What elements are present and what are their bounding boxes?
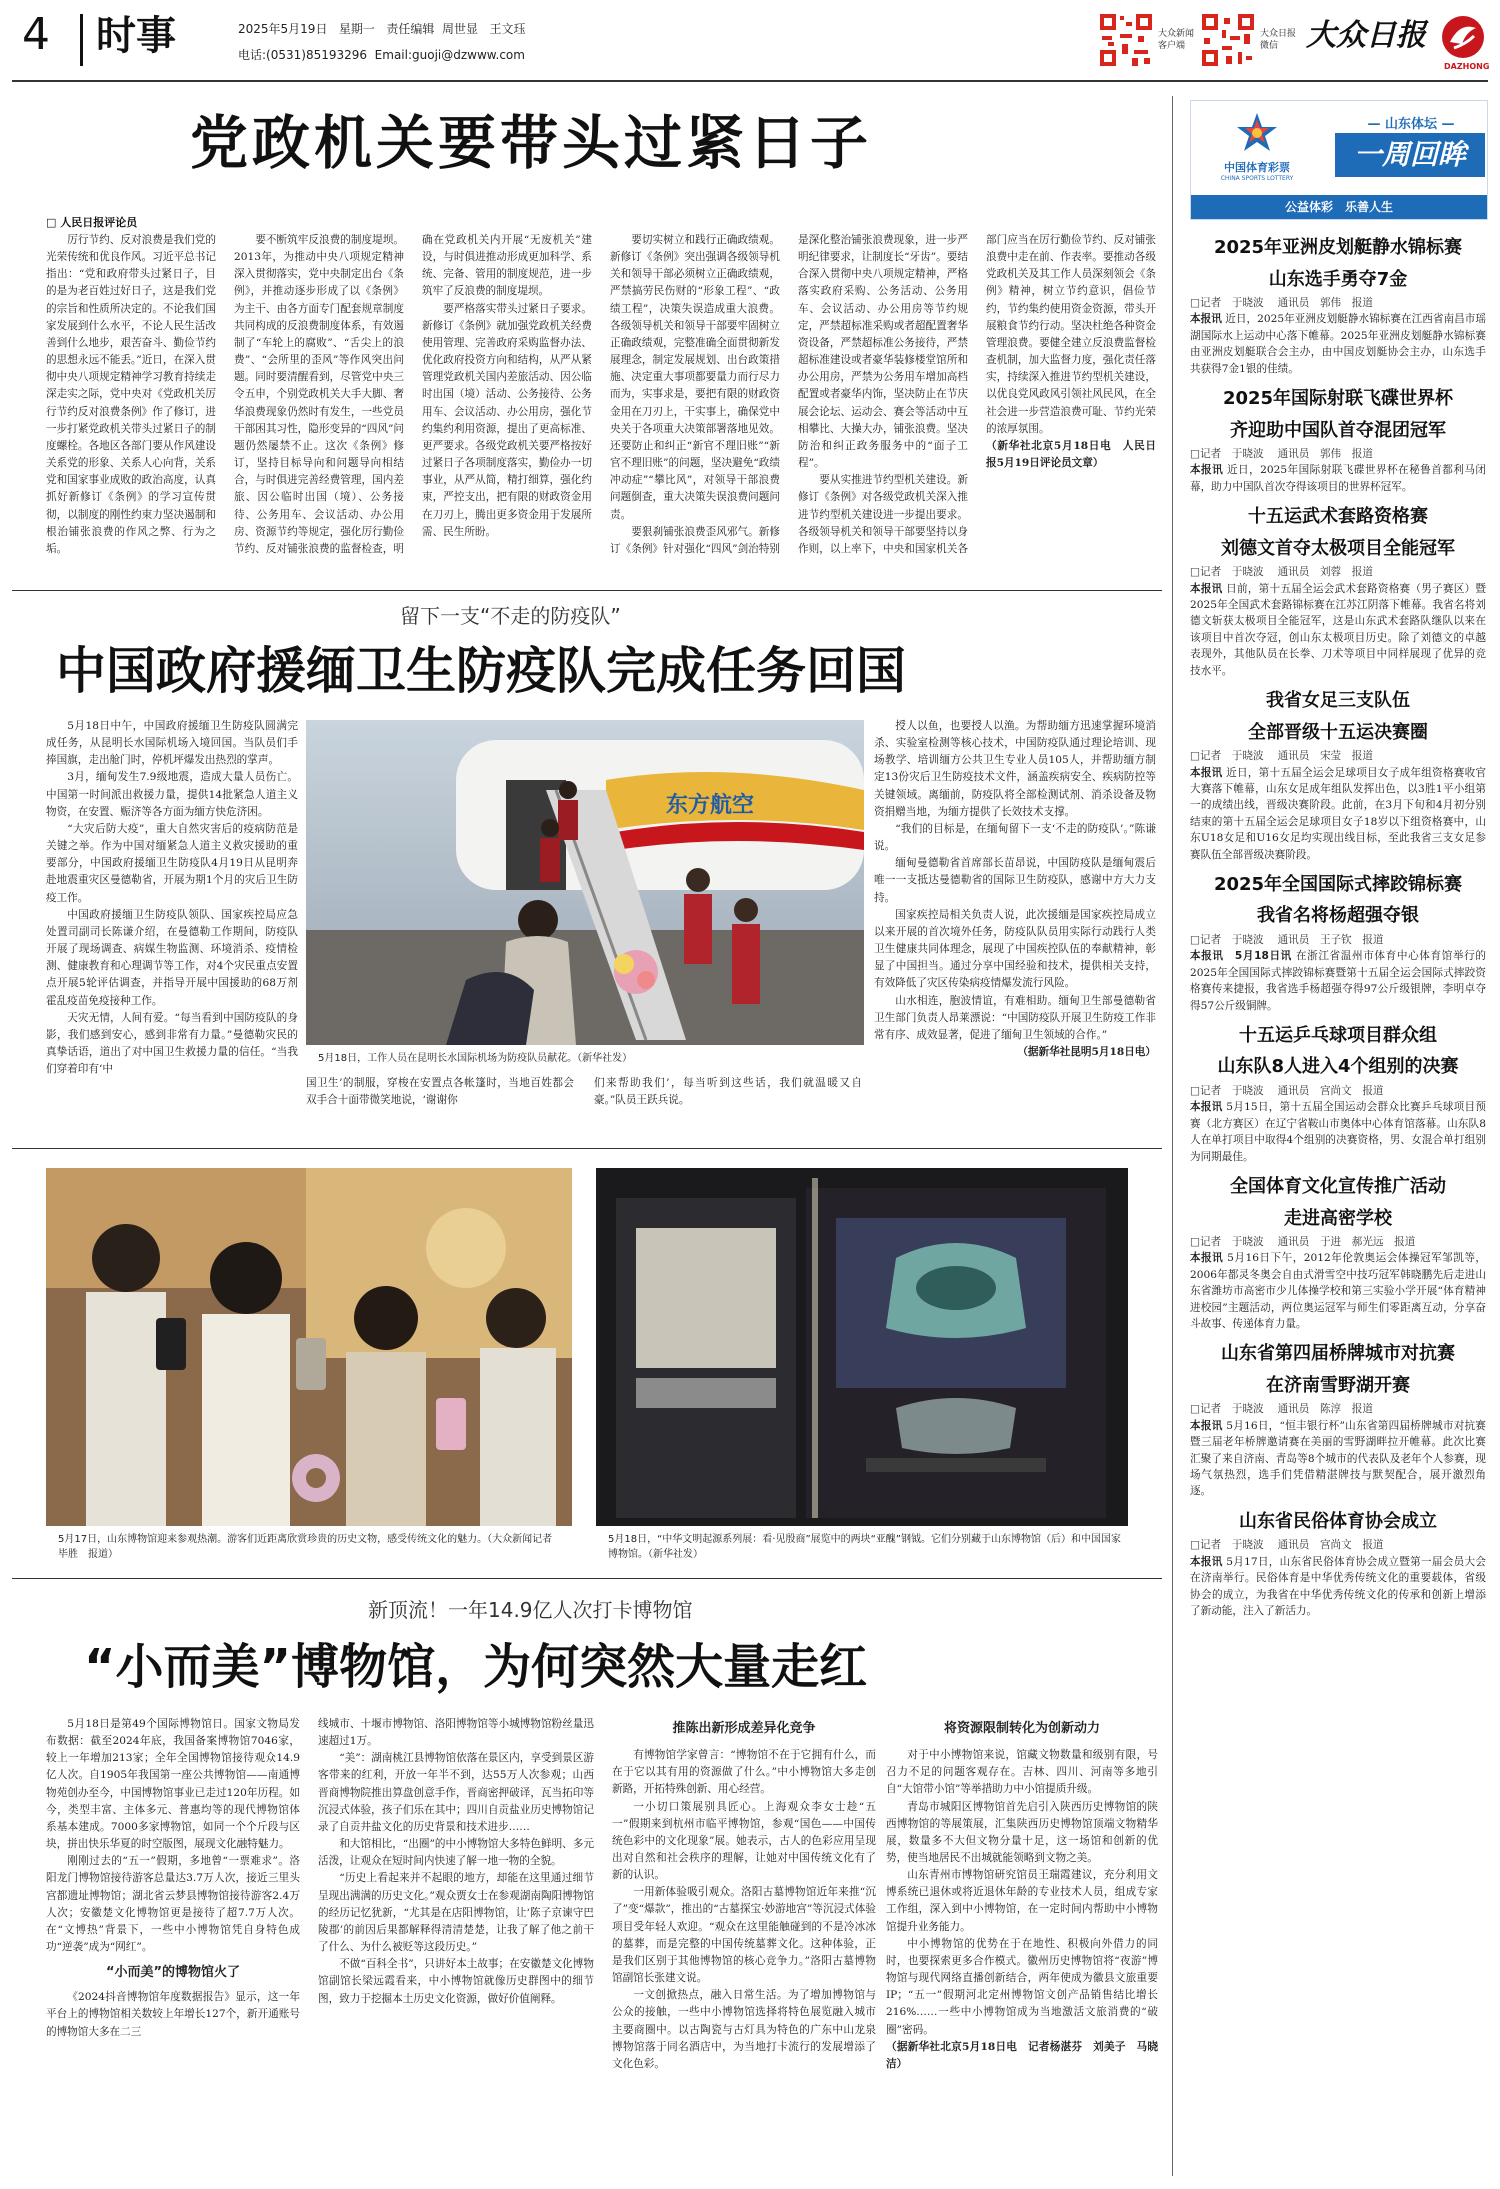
lead: 本报讯 5月18日讯 (1190, 950, 1292, 963)
paragraph: 有博物馆学家曾言：“博物馆不在于它拥有什么，而在于它以其有用的资源做了什么。”中小博物馆大多走创新路，开拓特殊创新、用心经营。 (612, 1749, 876, 1796)
qr-label-wechat: 大众日报 微信 (1260, 29, 1297, 51)
paragraph: 要不断筑牢反浪费的制度堤坝。2013年，为推动中央八项规定精神深入贯彻落实，党中央制定出台《条例》，并推动逐步形成了以《条例》为主干、由各方面专门配套规章制度共同构成的反浪费制度体系，有效遏制了“车轮上的腐败”、“舌尖上的浪费”、“会所里的歪风”等作风突出问题。同时要清醒看到，尽管党中央三令五申，个别党政机关大手大脚、奢华浪费现象仍然时有发生，一些党员干部困其习性，隐形变异的“四风”问题仍然屡禁不止。这次《条例》修订，坚持目标导向和问题导向相结合，与时俱进完善经费管理，国内差旅、因公临时出国（境）、公务接待、公务用车、会议活动、办公用房、资源节约等规定，强化厉行勤俭节约、反对铺张浪费的监督检查，明确在党政机关内开展“无废机关”建设，与时俱进推动形成更加科学、系统、完备、管用的制度规范，进一步筑牢了反浪费的制度堤坝。 (234, 234, 592, 555)
article2-col1 (46, 718, 298, 1190)
sidebar-item-byline (1190, 1401, 1486, 1417)
masthead (0, 0, 1500, 86)
paragraph: “大灾后防大疫”，重大自然灾害后的疫病防范是关键之举。作为中国对缅紧急人道主义救灾援助的重要部分，中国政府援缅卫生防疫队4月19日从昆明奔赴地震重灾区曼德勒省，开展为期1个月的灾后卫生防疫工作。 (46, 822, 298, 904)
paragraph: 一用新体验吸引观众。洛阳古墓博物馆近年来推“沉了”变“爆款”，推出的“古墓探宝·妙游地宫”等沉浸式体验项目受年轻人欢迎。“观众在这里能触碰到的不是冷冰冰的墓葬，而是完整的中国传统墓葬文化。这种体验，正是我们区别于其他博物馆的核心竞争力。”洛阳古墓博物馆副馆长张建文说。 (612, 1886, 876, 1985)
sidebar-news-list (1190, 232, 1486, 2182)
article1-headline: 党政机关要带头过紧日子 (190, 109, 873, 177)
sidebar-item-byline (1190, 564, 1486, 580)
paragraph: 们来帮助我们’，每当听到这些话，我们就温暖又自豪。”队员王跃兵说。 (594, 1077, 862, 1107)
paragraph: 《2024抖音博物馆年度数据报告》显示，这一年平台上的博物馆相关数较上年增长127个，新开通账号的博物馆大多在二三 (46, 1991, 300, 2038)
qr-label-news-app: 大众新闻 客户端 (1158, 29, 1195, 51)
svg-text:东方航空: 东方航空 (666, 793, 755, 818)
lead: 本报讯 (1190, 766, 1223, 779)
byline-text: 人民日报评论员 (60, 216, 138, 229)
contact-line (238, 46, 525, 63)
reporter: □记者 于晓波 (1190, 750, 1264, 763)
article2-col3 (874, 718, 1156, 1188)
paragraph: “我们的目标是，在缅甸留下一支‘不走的防疫队’。”陈谦说。 (874, 822, 1156, 853)
reporter: □记者 于晓波 (1190, 1084, 1264, 1097)
article2-under-photo-left (306, 1075, 574, 1139)
correspondent: 通讯员 宋莹 报道 (1277, 750, 1373, 763)
sidebar-item-title: 2025年全国国际式摔跤锦标赛 我省名将杨超强夺银 (1213, 873, 1463, 927)
sidebar-divider (1172, 96, 1173, 2176)
article3-col2 (318, 1716, 594, 2178)
sponsor-name: 中国体育彩票 (1224, 161, 1290, 174)
logo-emblem (1440, 14, 1486, 60)
body-text: 5月16日下午，2012年伦敦奥运会体操冠军邹凯等，2006年都灵冬奥会自由式滑雪空中技巧冠军韩晓鹏先后走进山东省潍坊市高密市少儿体操学校和第三实验小学开展“体育精神进校园”主题活动，两位奥运冠军与师生们零距离互动，分享奋斗故事、传递体育力量。 (1190, 1252, 1486, 1331)
article3-source: （据新华社北京5月18日电 记者杨湛芬 刘美子 马晓洁） (886, 2040, 1158, 2070)
reporter: □记者 于晓波 (1190, 297, 1264, 309)
lead: 本报讯 (1190, 582, 1223, 595)
reporter: □记者 于晓波 (1190, 933, 1264, 946)
photo-bronze-axes-caption: 5月18日，“中华文明起源系列展：看·见殷商”展览中的两块“亚醜”钢钺。它们分别藏于山东博物馆（后）和中国国家博物馆。（新华社发） (608, 1534, 1121, 1560)
body-text: 5月17日，山东省民俗体育协会成立暨第一届会员大会在济南举行。民俗体育是中华优秀传统文化的重要载体，省级协会的成立，为我省在中华优秀传统文化的传承和创新上增添了新动能，注入了新活力。 (1190, 1555, 1486, 1617)
sidebar-item-byline (1190, 295, 1486, 311)
paragraph: 5月18日中午，中国政府援缅卫生防疫队圆满完成任务，从昆明长水国际机场入境回国。当队员们手捧国旗，走出舱门时，停机坪爆发出热烈的掌声。 (46, 720, 298, 767)
article3-col3 (612, 1716, 876, 2178)
photo-airport-welcome (306, 720, 864, 1045)
lottery-star-icon (1235, 111, 1279, 155)
sidebar-item-title: 全国体育文化宣传推广活动 走进高密学校 (1230, 1176, 1446, 1229)
paragraph: 5月18日是第49个国际博物馆日。国家文物局发布数据：截至2024年底，我国备案博物馆7046家，较上一年增加213家；全年全国博物馆接待观众14.9亿人次。自1905年我国第一座公共博物馆——南通博物苑创办至今，中国博物馆事业已走过120年历程。如今，类型丰富、主体多元、普惠均等的现代博物馆体系基本建成。7000多家博物馆，如同一个个斤段与区块，拼出快乐华夏的时空版图，展现文化融特魅力。 (46, 1718, 300, 1851)
paragraph: 要狠刹铺张浪费歪风邪气。新修订《条例》针对强化“四风”剑治特别是深化整治铺张浪费现象，进一步严明纪律要求，让制度长“牙齿”。要结合深入贯彻中央八项规定精神，严格落实政府采购、公务活动、公务用车、会议活动、办公用房等节约规定，严禁超标准采购或者超配置奢华资设备，严禁超标准公务接待，严禁超标准建设或者豪华装修楼堂馆所和办公用房，严禁为公务用车增加高档配置或者豪华内饰，坚决防止在节庆展会论坛、运动会、赛会等活动中互相攀比、大操大办，铺张浪费。坚决防治和纠正政务服务中的“面子工程”。 (610, 234, 968, 555)
article3-col4-subhead: 将资源限制转化为创新动力 (943, 1721, 1100, 1736)
body-text: 在浙江省温州市体育中心体育馆举行的2025年全国国际式摔跤锦标赛暨第十五届全运会国际式摔跤资格赛传来捷报，我省选手杨超强夺得97公斤级银牌，李明卓夺得57公斤级铜牌。 (1190, 950, 1486, 1012)
article3-col3-subhead: 推陈出新形成差异化竞争 (672, 1721, 816, 1736)
sidebar-item-body (1190, 462, 1486, 495)
editor-label: 责任编辑 (386, 22, 435, 36)
paragraph: 山东青州市博物馆研究馆员王瑞霞建议，充分利用文博系统已退休或将近退休年龄的专业技术人员，组成专家工作组，深入到中小博物馆，在一定时间内帮助中小博物馆提升业务能力。 (886, 1869, 1158, 1933)
sidebar-item-body (1190, 311, 1486, 377)
vertical-divider (80, 14, 83, 66)
article3-col4 (886, 1716, 1158, 2178)
reporter: □记者 于晓波 (1190, 566, 1264, 579)
qr-code-wechat (1200, 12, 1256, 68)
body-text: 5月15日，第十五届全国运动会群众比赛乒乓球项目预赛（北方赛区）在辽宁省鞍山市奥体中心体育馆落幕。山东队8人在单打项目中取得4个组别的决赛资格，男、女混合单打组别为同期最佳。 (1190, 1101, 1486, 1163)
sidebar-item-byline (1190, 932, 1486, 948)
sidebar-news-item (1190, 1171, 1486, 1332)
photo-airport-caption: 5月18日，工作人员在昆明长水国际机场为防疫队员献花。（新华社发） (318, 1053, 633, 1064)
sidebar-item-title: 山东省民俗体育协会成立 (1239, 1510, 1437, 1532)
issue-date: 2025年5月19日 (238, 22, 328, 36)
paragraph: “美”：湖南桃江县博物馆依落在景区内，享受到景区游客带来的红利，开放一年半不到，达55万人次参观；山西晋商博物院推出算盘创意手作，晋商密押破译，瓦当拓印等沉浸式体验，孩子们乐在其中；四川自贡盐业历史博物馆记录了自贡井盐文化的历史背景和技术进步…… (318, 1752, 594, 1833)
photo-museum-visitors (46, 1168, 572, 1526)
sidebar-item-byline (1190, 1234, 1486, 1250)
sponsor-name-en: CHINA SPORTS LOTTERY (1220, 175, 1294, 182)
sidebar-news-item (1190, 383, 1486, 495)
phone: 电话:(0531)85193296 (238, 48, 368, 62)
article1-body (46, 232, 1156, 580)
photos-rule (12, 1578, 1162, 1579)
body-text: 近日，2025年国际射联飞碟世界杯在秘鲁首都利马闭幕，助力中国队首次夺得该项目的世界杯冠军。 (1190, 464, 1486, 493)
paragraph: 刚刚过去的“五一”假期，多地曾“一票难求”。洛阳龙门博物馆接待游客总量达3.7万人次，接近三里头宫都遗址博物馆；湖北省云梦县博物馆接待游客2.4万人次；安徽楚文化博物馆更是接待了超7.7万人次。在“文博热”背景下，一些中小博物馆凭自身特色成功“逆袭”成为“网红”。 (46, 1855, 300, 1954)
reporter: □记者 于晓波 (1190, 448, 1264, 461)
body-text: 近日，第十五届全运会足球项目女子成年组资格赛收官大赛落下帷幕，山东女足成年组队发挥出色，以3胜1平小组第一的成绩出线，晋级决赛阶段。此前，在3月下旬和4月初分别结束的第十五届全运会足球项目女子18岁以下组资格赛中，山东U18女足和U16女足均实现出线目标，至此我省三支女足参赛队伍全部晋级决赛阶段。 (1190, 766, 1486, 861)
paragraph: 一文创掀热点，融入日常生活。为了增加博物馆与公众的接触，一些中小博物馆选择将特色展览融入城市主要商圈中。以古陶瓷与古灯具为特色的广东中山龙泉博物馆落于同名酒店中，为当地打卡流行的发展增添了文化色彩。 (612, 1989, 876, 2070)
paragraph: 不做“百科全书”，只讲好本土故事；在安徽楚文化博物馆副馆长梁远霞看来，中小博物馆就像历史群图中的细节图，致力于挖掘本土历史文化资源，做好价值阐释。 (318, 1958, 594, 2005)
sidebar-news-item (1190, 869, 1486, 1014)
paragraph: 要切实树立和践行正确政绩观。新修订《条例》突出强调各级领导机关和领导干部必须树立正确政绩观，严禁搞劳民伤财的“形象工程”、“政绩工程”，决策失误造成重大浪费。各级领导机关和领导干部要牢固树立正确政绩观，完整准确全面贯彻新发展理念，制定发展规划、出台政策措施、决定重大事项都要量力而行尽力而为，实事求是，要把有限的财政资金用在刀刃上，干实事上，确保党中央关于各项重大决策部署落地见效。还要防止和纠正“新官不理旧账”“新官不理旧账”的问题，坚决避免“政绩冲动症”“攀比风”，对领导干部浪费问题倒查，重大决策失误浪费问题问责。 (610, 234, 780, 521)
lead: 本报讯 (1190, 464, 1224, 477)
correspondent: 通讯员 刘蓉 报道 (1277, 566, 1373, 579)
lead: 本报讯 (1190, 1555, 1223, 1568)
article3-col1-subhead: “小而美”的博物馆火了 (105, 1965, 241, 1981)
sidebar-news-item (1190, 685, 1486, 863)
sidebar-item-byline (1190, 446, 1486, 462)
paragraph: “历史上看起来并不起眼的地方，却能在这里通过细节呈现出满满的历史文化。”观众贾女士在参观湖南陶阳博物馆的经历记忆犹新，“尤其是在店阳博物馆，让‘陈子京谏守巴陵郡’的前因后果都解释得清清楚楚，让我了解了他之前干了什么、为什么被贬等这段历史。” (318, 1872, 594, 1954)
article2-under-photo-right (594, 1075, 862, 1139)
paragraph: 一小切口策展别具匠心。上海观众李女士趁“五一”假期来到杭州市临平博物馆，参观“国色——中国传统色彩中的文化现象”展。她表示，古人的色彩应用呈现出对自然和社会秩序的理解，让她对中国传统文化有了新的认识。 (612, 1800, 876, 1882)
sidebar-item-body (1190, 581, 1486, 679)
newspaper-logo: 大众日报 (1306, 18, 1426, 53)
column-top: — 山东体坛 — (1367, 117, 1455, 132)
paragraph: 要严格落实带头过紧日子要求。新修订《条例》就加强党政机关经费使用管理、完善政府采购监督办法、优化政府投资方向和结构，从严从紧管理党政机关国内差旅活动、因公临时出国（境）活动、公务接待、公务用车、会议活动、办公用房，强化节约集约利用资源，提出了更高标准、更严要求。各级党政机关要严格按好过紧日子各项制度落实，勤俭办一切事业，从严从简，精打细算，强化约束，严控支出，把有限的财政资金用在刀刃上，腾出更多资金用于发展所需、民生所盼。 (422, 302, 592, 538)
paragraph: 线城市、十堰市博物馆、洛阳博物馆等小城博物馆粉丝量迅速超过1万。 (318, 1718, 594, 1748)
sidebar-item-body (1190, 1418, 1486, 1500)
sidebar-item-body (1190, 1099, 1486, 1165)
correspondent: 通讯员 郭伟 报道 (1277, 297, 1373, 309)
correspondent: 通讯员 宫尚文 报道 (1277, 1084, 1384, 1097)
sidebar-item-body (1190, 1554, 1486, 1620)
paragraph: 青岛市城阳区博物馆首先启引入陕西历史博物馆的陕西博物馆的等展策展，汇集陕西历史博物馆顶端文物精华展，数量多不大但文物分量十足，这一场馆和创新的优势，使当地居民不出城就能领略到文物之美。 (886, 1800, 1158, 1864)
sidebar-news-item (1190, 1338, 1486, 1499)
column-title: 一周回眸 (1335, 133, 1485, 177)
sidebar-item-byline (1190, 748, 1486, 764)
correspondent: 通讯员 陈淳 报道 (1277, 1403, 1373, 1416)
sidebar-item-title: 我省女足三支队伍 全部晋级十五运决赛圈 (1248, 690, 1428, 743)
sidebar-item-byline (1190, 1083, 1486, 1099)
sidebar-news-item (1190, 1020, 1486, 1165)
paragraph: 国家疾控局相关负责人说，此次援缅是国家疾控局成立以来开展的首次境外任务，防疫队队员用实际行动践行人类卫生健康共同体理念，展现了中国疾控队伍的奉献精神，彰显了中国担当。通过分享中国经验和技术，提供相关支持，有效降低了灾区传染病疫情爆发流行风险。 (874, 908, 1156, 990)
masthead-rule (12, 80, 1488, 82)
paragraph: 中国政府援缅卫生防疫队领队、国家疾控局应急处置司副司长陈谦介绍，在曼德勒工作期间，防疫队开展了现场调查、病媒生物监测、环境消杀、疫情检测、健康教育和心理调节等工作，对4个灾民重点安置点开展5轮评估调查，并指导开展中国援助的68万剂霍乱疫苗免疫接种工作。 (46, 908, 298, 1007)
lead: 本报讯 (1190, 1101, 1223, 1114)
lead: 本报讯 (1190, 313, 1222, 326)
photo-bronze-axes (596, 1168, 1128, 1526)
sidebar-item-body (1190, 1250, 1486, 1332)
reporter: □记者 于晓波 (1190, 1539, 1264, 1552)
sidebar-news-item (1190, 501, 1486, 679)
correspondent: 通讯员 王子钦 报道 (1277, 933, 1384, 946)
sidebar-item-body (1190, 948, 1486, 1014)
slogan: 公益体彩 乐善人生 (1191, 195, 1487, 219)
date-line (238, 20, 526, 37)
article1-rule (12, 590, 1162, 591)
paragraph: 3月，缅甸发生7.9级地震，造成大量人员伤亡。中国第一时间派出救援力量，提供14批紧急人道主义物资，在安置、赈济等各方面为缅方快危济困。 (46, 771, 298, 818)
paragraph: 要从实推进节约型机关建设。新修订《条例》对各级党政机关深入推进节约型机关建设进一步提出要求。各级领导机关和领导干部要坚持以身作则，以上率下，中央和国家机关各部门应当在厉行勤俭节约、反对铺张浪费中走在前、作表率。要推动各级党政机关及其工作人员深刻领会《条例》精神，树立节约意识，倡俭节约，节约集约使用资金资源，带头开展粮食节约行动。坚决杜绝各种资金管理浪费。要健全建立反浪费监督检查机制，加大监督力度，强化责任落实，持续深入推进节约型机关建设，以优良党风政风引领社风民风，在全社会进一步营造浪费可耻、节约光荣的浓厚氛围。 (798, 234, 1156, 555)
article2-headline: 中国政府援缅卫生防疫队完成任务回国 (56, 642, 906, 700)
correspondent: 通讯员 宫尚文 报道 (1277, 1539, 1384, 1552)
correspondent: 通讯员 郭伟 报道 (1277, 448, 1373, 461)
sidebar-news-item (1190, 232, 1486, 377)
reporter: □记者 于晓波 (1190, 1403, 1264, 1416)
section-title: 时事 (96, 13, 176, 59)
sidebar-item-title: 2025年亚洲皮划艇静水锦标赛 山东选手勇夺7金 (1213, 237, 1463, 290)
article2-source: （据新华社昆明5月18日电） (1017, 1045, 1156, 1058)
correspondent: 通讯员 于进 郝光远 报道 (1277, 1236, 1416, 1248)
paragraph: 缅甸曼德勒省首席部长苗昂说，中国防疫队是缅甸震后唯一一支抵达曼德勒省的国际卫生防疫队，感谢中方大力支持。 (874, 857, 1156, 904)
reporter: □记者 于晓波 (1190, 1236, 1264, 1248)
paragraph: 厉行节约、反对浪费是我们党的光荣传统和优良作风。习近平总书记指出：“党和政府带头过紧日子，目的是为老百姓过好日子，这是我们党的宗旨和性质所决定的。不论我们国家发展到什么水平，不论人民生活改善到什么地步，艰苦奋斗、勤俭节约的思想永远不能丢。”近日，在深入贯彻中央八项规定精神学习教育持续走深走实之际，党中央对《党政机关厉行节约反对浪费条例》作了修订，进一步打紧党政机关带头过紧日子的制度螺栓。各地区各部门要从作风建设关系党的形象、关系人心向背，关系党和国家事业成败的政治高度，认真抓好新修订《条例》的学习宣传贯彻，以制度的刚性约束力坚决遏制和根治铺张浪费的作风之弊、行为之垢。 (46, 234, 216, 555)
editor-name: 周世显 (442, 22, 479, 36)
paragraph: 中小博物馆的优势在于在地性、积极向外借力的同时，也要探索更多合作模式。徽州历史博物馆将“夜游”博物馆与现代网络直播创新结合，两年使成为徽县文旅重要IP；“五一”假期河北定州博物馆文创产品销售结比增长216%……一些中小博物馆成为当地激活文旅消费的“破圈”密码。 (886, 1937, 1158, 2036)
sidebar-item-title: 十五运乒乓球项目群众组 山东队8人进入4个组别的决赛 (1217, 1024, 1459, 1078)
editor-name-2: 王文珏 (489, 22, 526, 36)
weekday: 星期一 (338, 22, 375, 36)
article1-byline: □ 人民日报评论员 (46, 216, 138, 229)
body-text: 5月16日，“恒丰银行杯”山东省第四届桥牌城市对抗赛暨三届老年桥牌邀请赛在美丽的雪野湖畔拉开帷幕。此次比赛汇聚了来自济南、青岛等8个城市的代表队及老年个人参赛，现场气氛热烈，选手们凭借精湛牌技与默契配合，展开激烈角逐。 (1190, 1419, 1486, 1498)
sidebar-item-byline (1190, 1537, 1486, 1553)
email: Email:guoji@dzwww.com (374, 48, 525, 62)
sidebar-banner (1190, 100, 1488, 220)
paragraph: 天灾无情，人间有爱。“每当看到中国防疫队的身影，我们感到安心，感到非常有力量。”曼德勒灾民的真挚话语，道出了对中国卫生救援力量的信任。“当我们穿着印有‘中 (46, 1011, 298, 1076)
article3-kicker: 新顶流！一年14.9亿人次打卡博物馆 (368, 1598, 693, 1622)
lead: 本报讯 (1190, 1252, 1224, 1265)
article1-source: （新华社北京5月18日电 人民日报5月19日评论员文章） (986, 439, 1156, 470)
body-text: 日前，第十五届全运会武术套路资格赛（男子赛区）暨2025年全国武术套路锦标赛在江苏江阴落下帷幕。我省名将刘德文斩获太极项目全能冠军，这是山东武术套路队继队以来在该项目中首次夺冠，创山东太极项目历史。除了刘德文的卓越表现外，其他队员在长拳、刀术等项目中同样展现了优异的竞技水平。 (1190, 582, 1486, 677)
paragraph: 授人以鱼，也要授人以渔。为帮助缅方迅速掌握环境消杀、实验室检测等核心技术，中国防疫队通过理论培训、现场教学、培训缅方公共卫生专业人员105人，并帮助缅方制定13份灾后卫生防疫技术文件，涵盖疾病安全、疾病防控等关键领域。离缅前，防疫队将全部检测试剂、消杀设备及物资捐赠当地，为缅方提供了长效技术支撑。 (874, 720, 1156, 818)
paragraph: 和大馆相比，“出圈”的中小博物馆大多特色鲜明、多元活泼，让观众在短时间内快速了解一地一物的全貌。 (318, 1838, 594, 1868)
photo-museum-visitors-caption: 5月17日，山东博物馆迎来参观热潮。游客们近距离欣赏珍贵的历史文物，感受传统文化的魅力。（大众新闻记者 毕胜 报道） (58, 1534, 563, 1560)
logo-subtitle: DAZHONG (1444, 62, 1490, 71)
sidebar-item-title: 十五运武术套路资格赛 刘德文首夺太极项目全能冠军 (1221, 506, 1455, 559)
sidebar-item-body (1190, 765, 1486, 863)
sidebar-news-item (1190, 1506, 1486, 1620)
article3-col1 (46, 1716, 300, 2178)
sidebar-item-title: 2025年国际射联飞碟世界杯 齐迎助中国队首夺混团冠军 (1222, 388, 1454, 441)
sidebar-item-title: 山东省第四届桥牌城市对抗赛 在济南雪野湖开赛 (1221, 1343, 1455, 1396)
paragraph: 山水相连，胞波情谊，有难相助。缅甸卫生部曼德勒省卫生部门负责人昂莱漂说：“中国防疫队开展卫生防疫工作非常有序、成效显著，促进了缅甸卫生领域的合作。” (874, 994, 1156, 1041)
body-text: 近日，2025年亚洲皮划艇静水锦标赛在江西省南昌市瑶湖国际水上运动中心落下帷幕。2025年亚洲皮划艇静水锦标赛由亚洲皮划艇联合会主办，由中国皮划艇协会主办，山东选手共获得7金1银的佳绩。 (1190, 313, 1486, 375)
article2-kicker: 留下一支“不走的防疫队” (400, 604, 621, 628)
paragraph: 国卫生’的制服，穿梭在安置点各帐篷时，当地百姓都会双手合十面带微笑地说，‘谢谢你 (306, 1077, 574, 1107)
article2-rule (12, 1148, 1162, 1149)
qr-code-news-app (1098, 12, 1154, 68)
paragraph: 对于中小博物馆来说，馆藏文物数量和级别有限，号召力不足的问题客观存在。吉林、四川、河南等多地引自“大馆带小馆”等举措助力中小馆提质升级。 (886, 1749, 1158, 1796)
article3-headline: “小而美”博物馆，为何突然大量走红 (84, 1639, 868, 1695)
lead: 本报讯 (1190, 1419, 1223, 1432)
page-number: 4 (22, 9, 50, 60)
